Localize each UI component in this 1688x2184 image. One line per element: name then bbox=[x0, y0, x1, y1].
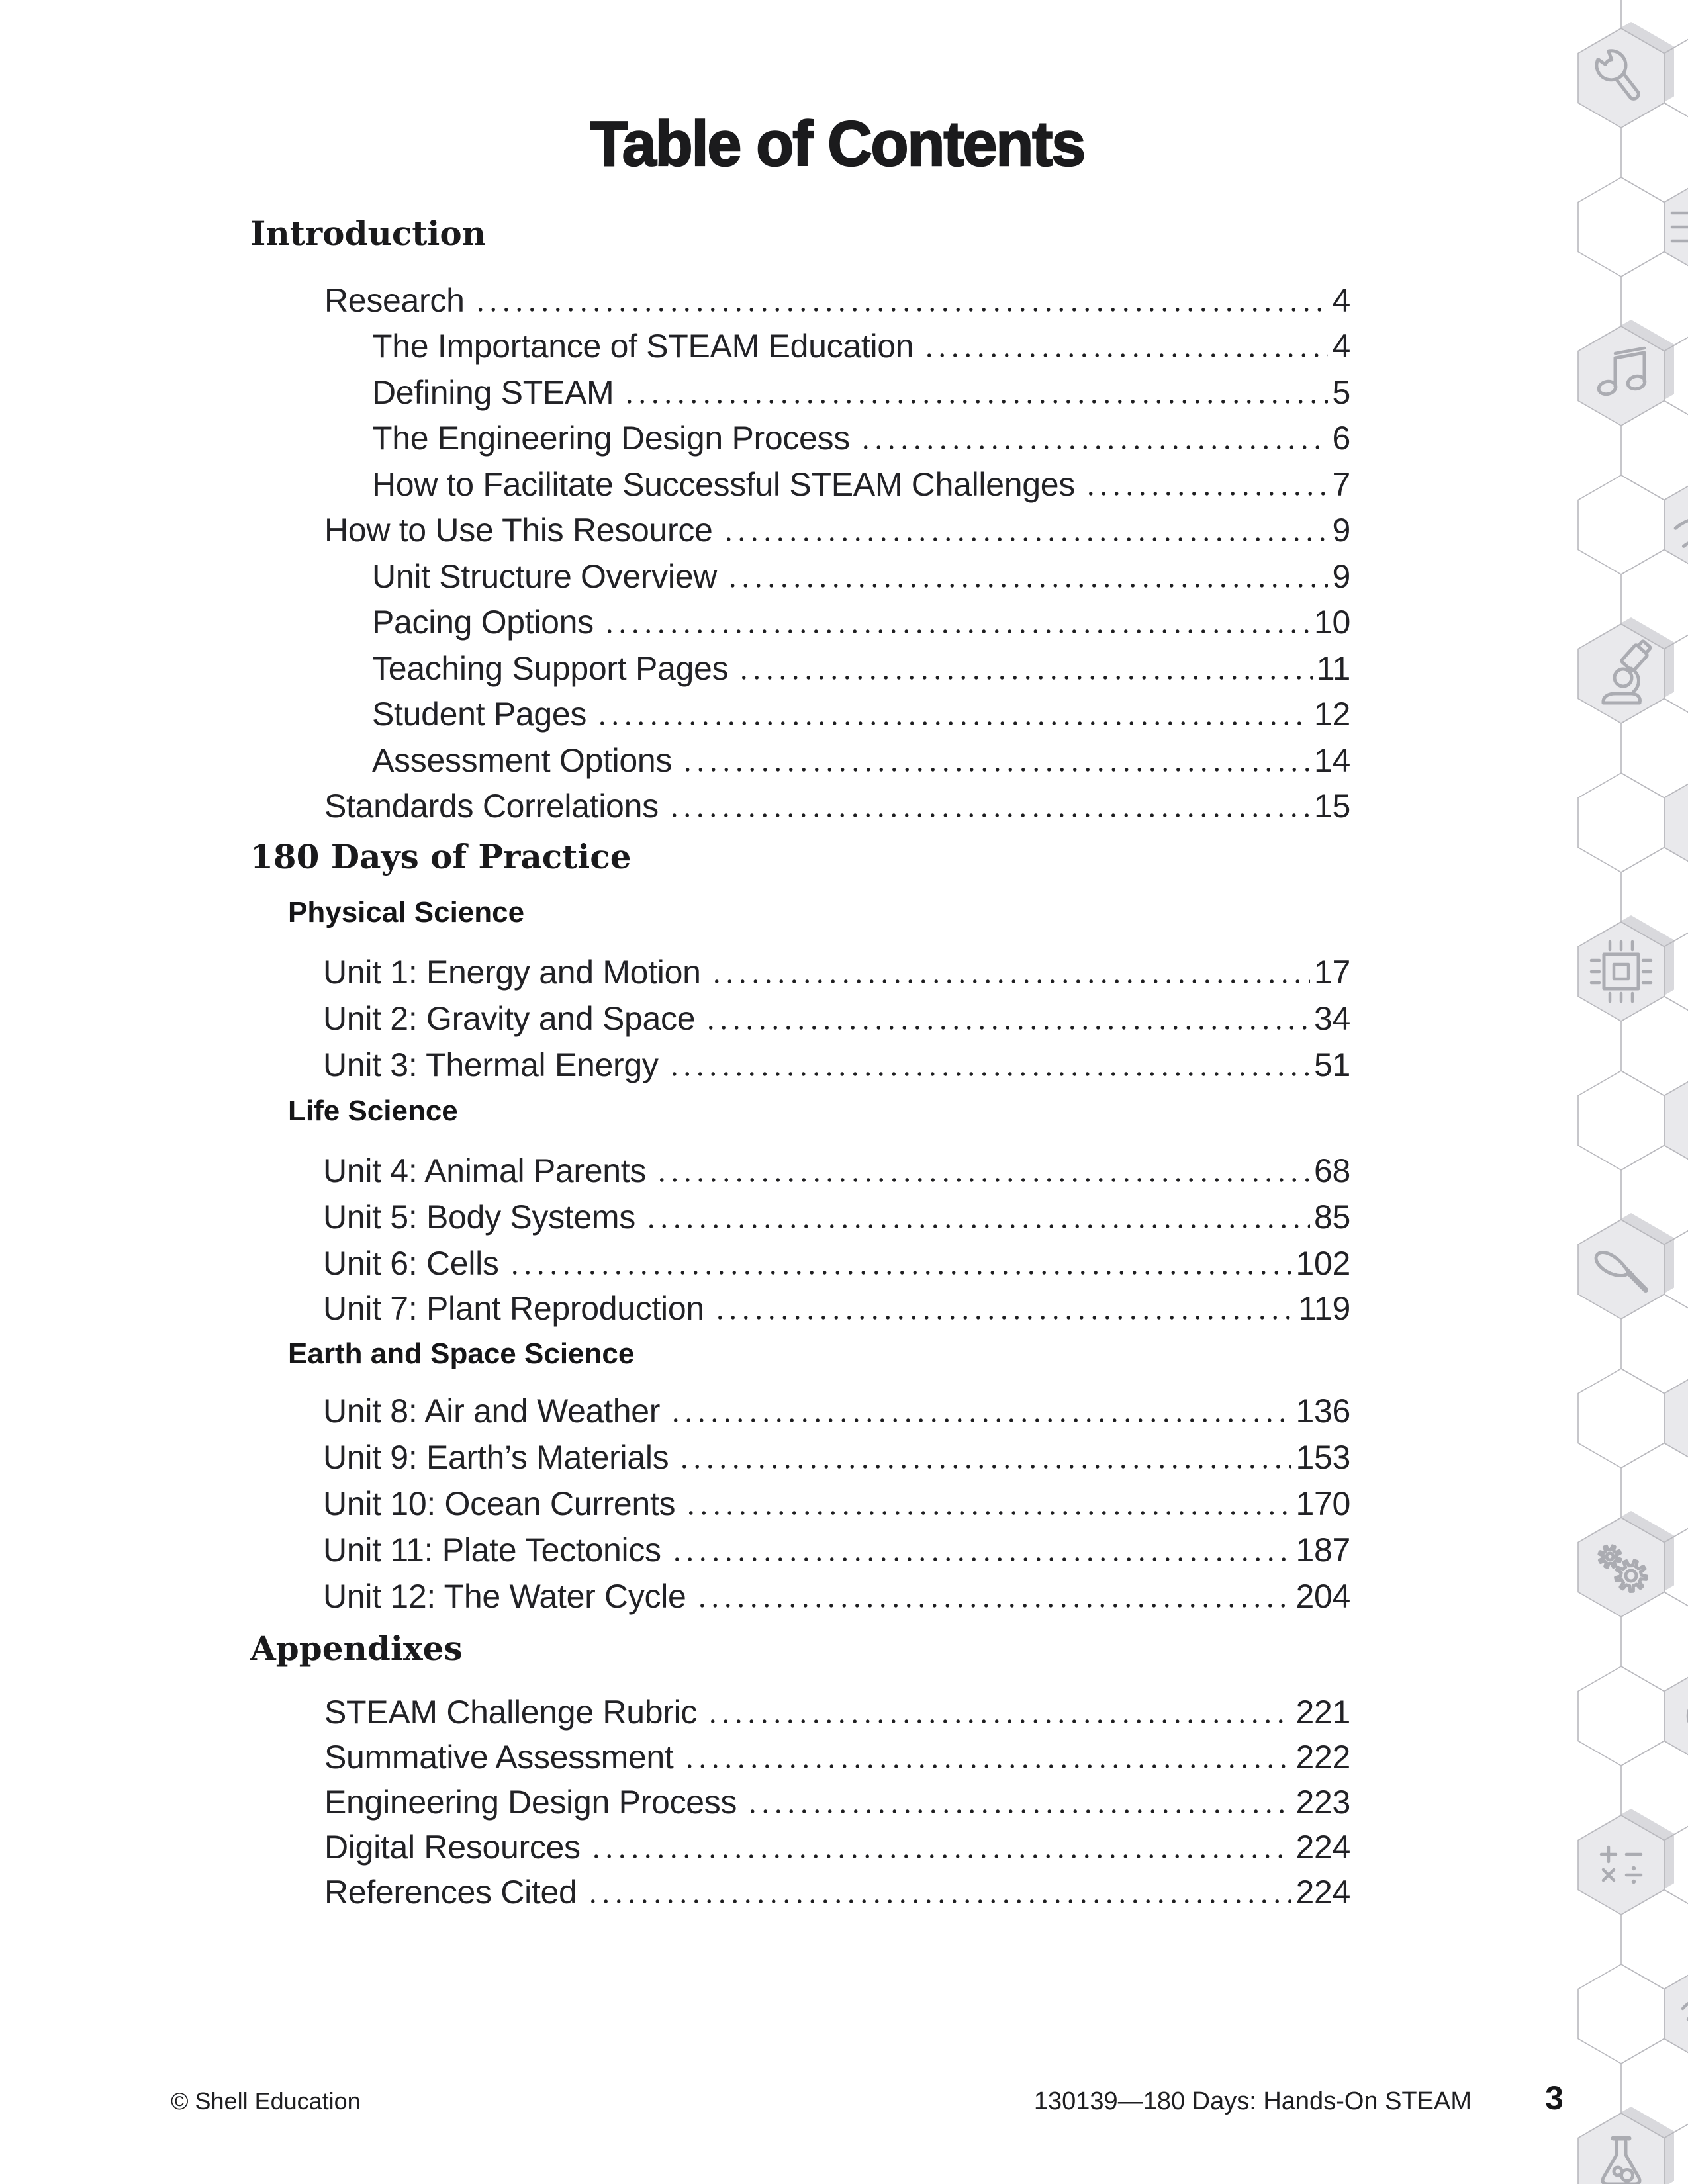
entry-label: Assessment Options bbox=[372, 742, 673, 779]
toc-subheading: Earth and Space Science bbox=[288, 1338, 635, 1370]
entry-label: How to Use This Resource bbox=[324, 512, 713, 549]
dot-leader bbox=[623, 400, 1328, 404]
entry-label: Student Pages bbox=[372, 696, 587, 733]
toc-entry bbox=[323, 1441, 1350, 1474]
toc-entry bbox=[323, 1533, 1350, 1567]
entry-label: Pacing Options bbox=[372, 604, 594, 641]
entry-page-number: 187 bbox=[1295, 1531, 1350, 1569]
entry-page-number: 34 bbox=[1313, 1000, 1350, 1037]
entry-page-number: 17 bbox=[1313, 954, 1350, 991]
toc-entry bbox=[372, 744, 1350, 777]
dot-leader bbox=[746, 1809, 1291, 1813]
entry-label: References Cited bbox=[324, 1874, 577, 1911]
entry-page-number: 11 bbox=[1316, 650, 1350, 687]
entry-page-number: 136 bbox=[1295, 1392, 1350, 1430]
entry-label: Summative Assessment bbox=[324, 1739, 674, 1776]
entry-label: How to Facilitate Successful STEAM Challenges bbox=[372, 466, 1075, 503]
hex-pattern-decoration bbox=[1466, 0, 1688, 2184]
toc-subheading: Life Science bbox=[288, 1095, 458, 1127]
entry-label: Teaching Support Pages bbox=[372, 650, 729, 687]
entry-label: The Engineering Design Process bbox=[372, 420, 850, 457]
toc-entry bbox=[372, 376, 1350, 409]
toc-subheading: Physical Science bbox=[288, 896, 525, 929]
dot-leader bbox=[671, 1557, 1292, 1561]
toc-entry bbox=[323, 1247, 1350, 1280]
entry-label: Unit 6: Cells bbox=[323, 1245, 499, 1282]
entry-label: Unit 4: Animal Parents bbox=[323, 1152, 647, 1189]
dot-leader bbox=[586, 1899, 1292, 1903]
toc-entry bbox=[372, 652, 1350, 685]
toc-entry bbox=[324, 284, 1350, 317]
entry-page-number: 14 bbox=[1313, 742, 1350, 779]
toc-entry bbox=[323, 1002, 1350, 1035]
entry-label: Unit 7: Plant Reproduction bbox=[323, 1290, 704, 1327]
entry-label: STEAM Challenge Rubric bbox=[324, 1694, 698, 1731]
dot-leader bbox=[590, 1854, 1292, 1858]
dot-leader bbox=[722, 537, 1329, 541]
entry-label: Unit Structure Overview bbox=[372, 558, 718, 595]
entry-page-number: 170 bbox=[1295, 1485, 1350, 1522]
dot-leader bbox=[696, 1604, 1292, 1608]
toc-entry bbox=[372, 560, 1350, 593]
dot-leader bbox=[669, 1418, 1291, 1422]
dot-leader bbox=[645, 1224, 1310, 1228]
dot-leader bbox=[508, 1271, 1292, 1275]
dot-leader bbox=[596, 721, 1310, 725]
entry-label: Unit 1: Energy and Motion bbox=[323, 954, 701, 991]
toc-entry bbox=[323, 1580, 1350, 1613]
entry-page-number: 4 bbox=[1332, 328, 1350, 365]
entry-page-number: 51 bbox=[1313, 1046, 1350, 1083]
entry-label: Unit 11: Plate Tectonics bbox=[323, 1531, 661, 1569]
entry-page-number: 119 bbox=[1298, 1290, 1350, 1327]
dot-leader bbox=[737, 676, 1312, 680]
entry-page-number: 224 bbox=[1295, 1874, 1350, 1911]
footer-copyright: © Shell Education bbox=[171, 2087, 361, 2115]
entry-page-number: 223 bbox=[1295, 1784, 1350, 1821]
page-title: Table of Contents bbox=[590, 109, 1085, 179]
dot-leader bbox=[859, 445, 1329, 449]
dot-leader bbox=[683, 1764, 1292, 1768]
toc-entry bbox=[323, 1201, 1350, 1234]
toc-entry bbox=[324, 1876, 1350, 1909]
entry-label: Engineering Design Process bbox=[324, 1784, 737, 1821]
entry-label: Unit 10: Ocean Currents bbox=[323, 1485, 676, 1522]
toc-entry bbox=[323, 956, 1350, 989]
toc-entry bbox=[323, 1154, 1350, 1187]
dot-leader bbox=[603, 629, 1310, 633]
toc-entry bbox=[372, 468, 1350, 501]
entry-page-number: 221 bbox=[1295, 1694, 1350, 1731]
dot-leader bbox=[710, 979, 1310, 983]
entry-page-number: 4 bbox=[1332, 282, 1350, 319]
entry-label: Standards Correlations bbox=[324, 788, 659, 825]
toc-entry bbox=[372, 422, 1350, 455]
entry-label: Unit 12: The Water Cycle bbox=[323, 1578, 686, 1615]
toc-entry bbox=[323, 1487, 1350, 1520]
toc-section-heading: Appendixes bbox=[250, 1629, 463, 1668]
entry-label: Unit 5: Body Systems bbox=[323, 1199, 635, 1236]
dot-leader bbox=[923, 353, 1328, 357]
toc-entry bbox=[323, 1048, 1350, 1081]
dot-leader bbox=[474, 308, 1329, 312]
entry-page-number: 10 bbox=[1313, 604, 1350, 641]
footer-page-number: 3 bbox=[1545, 2079, 1564, 2116]
entry-label: Digital Resources bbox=[324, 1829, 581, 1866]
dot-leader bbox=[714, 1316, 1294, 1320]
toc-entry bbox=[324, 1741, 1350, 1774]
toc-entry bbox=[372, 606, 1350, 639]
entry-page-number: 153 bbox=[1295, 1439, 1350, 1476]
entry-label: Unit 8: Air and Weather bbox=[323, 1392, 661, 1430]
toc-entry bbox=[372, 698, 1350, 731]
entry-label: Unit 2: Gravity and Space bbox=[323, 1000, 696, 1037]
footer-book-code: 130139—180 Days: Hands-On STEAM bbox=[1033, 2087, 1472, 2115]
entry-page-number: 85 bbox=[1313, 1199, 1350, 1236]
toc-entry bbox=[323, 1292, 1350, 1325]
entry-page-number: 9 bbox=[1332, 558, 1350, 595]
dot-leader bbox=[678, 1465, 1291, 1469]
toc-entry bbox=[324, 1786, 1350, 1819]
entry-page-number: 204 bbox=[1295, 1578, 1350, 1615]
dot-leader bbox=[668, 813, 1310, 817]
toc-entry bbox=[323, 1394, 1350, 1428]
dot-leader bbox=[704, 1026, 1310, 1030]
entry-page-number: 7 bbox=[1332, 466, 1350, 503]
entry-page-number: 102 bbox=[1295, 1245, 1350, 1282]
toc-section-heading: Introduction bbox=[250, 214, 487, 253]
toc-entry bbox=[324, 790, 1350, 823]
entry-page-number: 224 bbox=[1295, 1829, 1350, 1866]
toc-entry bbox=[324, 514, 1350, 547]
entry-label: The Importance of STEAM Education bbox=[372, 328, 914, 365]
toc-section-heading: 180 Days of Practice bbox=[250, 837, 632, 876]
toc-entry bbox=[372, 330, 1350, 363]
dot-leader bbox=[706, 1719, 1291, 1723]
entry-label: Unit 9: Earth’s Materials bbox=[323, 1439, 669, 1476]
dot-leader bbox=[726, 584, 1328, 588]
toc-entry bbox=[324, 1696, 1350, 1729]
entry-page-number: 222 bbox=[1295, 1739, 1350, 1776]
dot-leader bbox=[684, 1511, 1291, 1515]
entry-page-number: 6 bbox=[1332, 420, 1350, 457]
dot-leader bbox=[1084, 492, 1329, 496]
entry-page-number: 9 bbox=[1332, 512, 1350, 549]
dot-leader bbox=[681, 768, 1310, 772]
entry-page-number: 68 bbox=[1313, 1152, 1350, 1189]
toc-entry bbox=[324, 1831, 1350, 1864]
entry-page-number: 12 bbox=[1313, 696, 1350, 733]
dot-leader bbox=[655, 1178, 1310, 1182]
dot-leader bbox=[668, 1072, 1310, 1076]
entry-page-number: 5 bbox=[1332, 374, 1350, 411]
entry-page-number: 15 bbox=[1313, 788, 1350, 825]
entry-label: Unit 3: Thermal Energy bbox=[323, 1046, 659, 1083]
entry-label: Research bbox=[324, 282, 465, 319]
entry-label: Defining STEAM bbox=[372, 374, 614, 411]
